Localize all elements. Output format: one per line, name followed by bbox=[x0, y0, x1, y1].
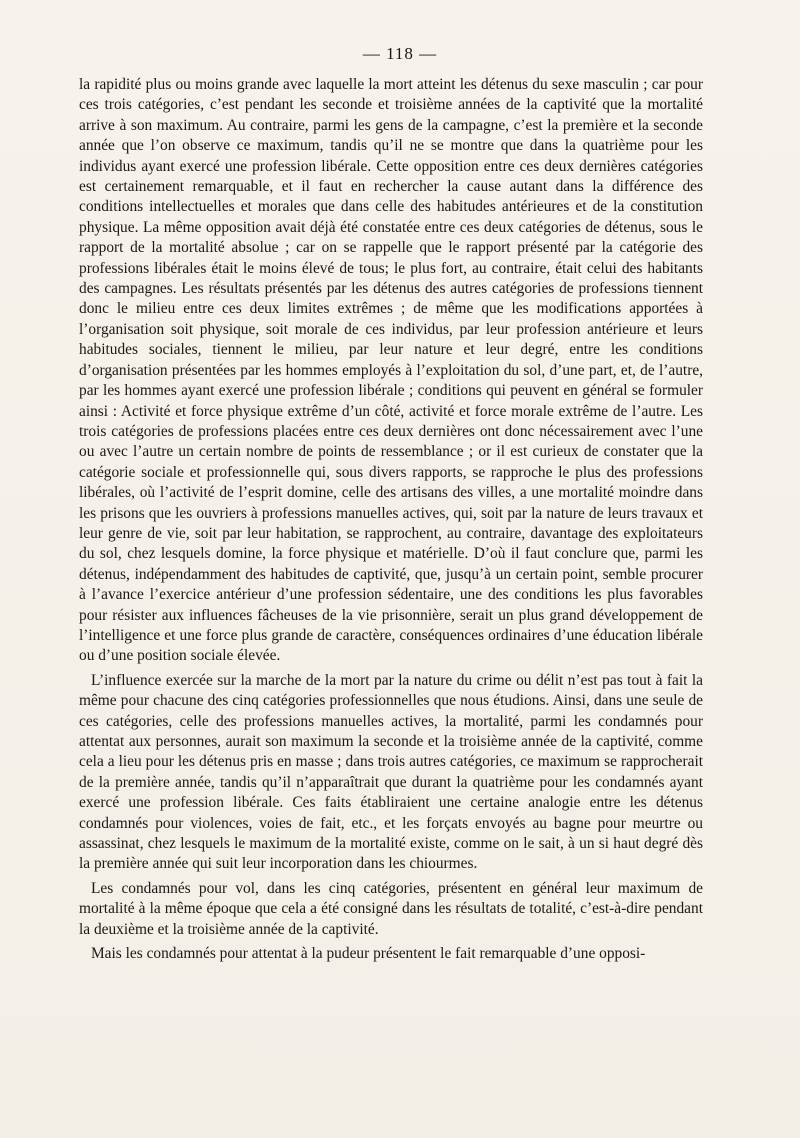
paragraph-2: L’influence exercée sur la marche de la mort par la nature du crime ou délit n’est pas tout à fait la même pour chacune des cinq catégories professionnelles que nous étudions. Ainsi, dans une seule de ces catégories, celle des professions manuelles actives, la mortalité, parmi les condamnés pour attentat aux personnes, aurait son maximum la seconde et la troisième année de la captivité, comme cela a lieu pour les détenus pris en masse ; dans trois autres catégories, ce maximum se rapprocherait de la première année, tandis qu’il n’apparaîtrait que durant la quatrième pour les condamnés ayant exercé une profession libérale. Ces faits établiraient une certaine analogie entre les détenus condamnés pour violences, voies de fait, etc., et les forçats envoyés au bagne pour meurtre ou assassinat, chez lesquels le maximum de la mortalité existe, comme on le sait, à un si haut degré dès la première année qui suit leur incorporation dans les chiourmes. bbox=[79, 671, 703, 873]
page-number: — 118 — bbox=[362, 44, 438, 63]
paragraph-1: la rapidité plus ou moins grande avec laquelle la mort atteint les détenus du sexe masculin ; car pour ces trois catégories, c’est pendant les seconde et troisième années de la captivité que la mortalité arrive à son maximum. Au contraire, parmi les gens de la campagne, c’est la première et la seconde année que l’on observe ce maximum, tandis qu’il ne se montre que dans la quatrième pour les individus ayant exercé une profession libérale. Cette opposition entre ces deux dernières catégories est certainement remarquable, et il faut en rechercher la cause autant dans la différence des conditions intellectuelles et morales que dans celle des habitudes antérieures et de la constitution physique. La même opposition avait déjà été constatée entre ces deux catégories de détenus, sous le rapport de la mortalité absolue ; car on se rappelle que le rapport présenté par la catégorie des professions libérales était le moins élevé de tous; le plus fort, au contraire, était celui des habitants des campagnes. Les résultats présentés par les détenus des autres catégories de professions tiennent donc le milieu entre ces deux limites extrêmes ; de même que les modifications apportées à l’organisation soit physique, soit morale de ces individus, par leur profession antérieure et leurs habitudes sociales, tiennent le milieu, par leur nature et leur degré, entre les conditions d’organisation présentées par les hommes employés à l’exploitation du sol, d’une part, et, de l’autre, par les hommes ayant exercé une profession libérale ; conditions qui peuvent en général se formuler ainsi : Activité et force physique extrême d’un côté, activité et force morale extrême de l’autre. Les trois catégories de professions placées entre ces deux dernières ont donc nécessairement avec l’une ou avec l’autre un certain nombre de points de ressemblance ; or il est curieux de constater que la catégorie sociale et professionnelle qui, sous divers rapports, se rapproche le plus des professions libérales, où l’activité de l’esprit domine, celle des artisans des villes, a une mortalité moindre dans les prisons que les ouvriers à professions manuelles actives, qui, soit par la nature de leurs travaux et leur genre de vie, soit par leur habitation, se rapprochent, au contraire, davantage des exploitateurs du sol, chez lesquels domine, la force physique et matérielle. D’où il faut conclure que, parmi les détenus, indépendamment des habitudes de captivité, que, jusqu’à un certain point, semble procurer à l’avance l’exercice antérieur d’une profession sédentaire, une des conditions les plus favorables pour résister aux influences fâcheuses de la vie prisonnière, serait un plus grand développement de l’intelligence et une force plus grande de caractère, conséquences ordinaires d’une éducation libérale ou d’une position sociale élevée. bbox=[79, 76, 703, 665]
paragraph-4: Mais les condamnés pour attentat à la pudeur présentent le fait remarquable d’une opposi- bbox=[91, 945, 646, 963]
paragraph-3: Les condamnés pour vol, dans les cinq catégories, présentent en général leur maximum de mortalité à la même époque que cela a été consigné dans les résultats de totalité, c’est-à-dire pendant la deuxième et la troisième année de la captivité. bbox=[79, 879, 703, 938]
page-body bbox=[79, 75, 703, 964]
